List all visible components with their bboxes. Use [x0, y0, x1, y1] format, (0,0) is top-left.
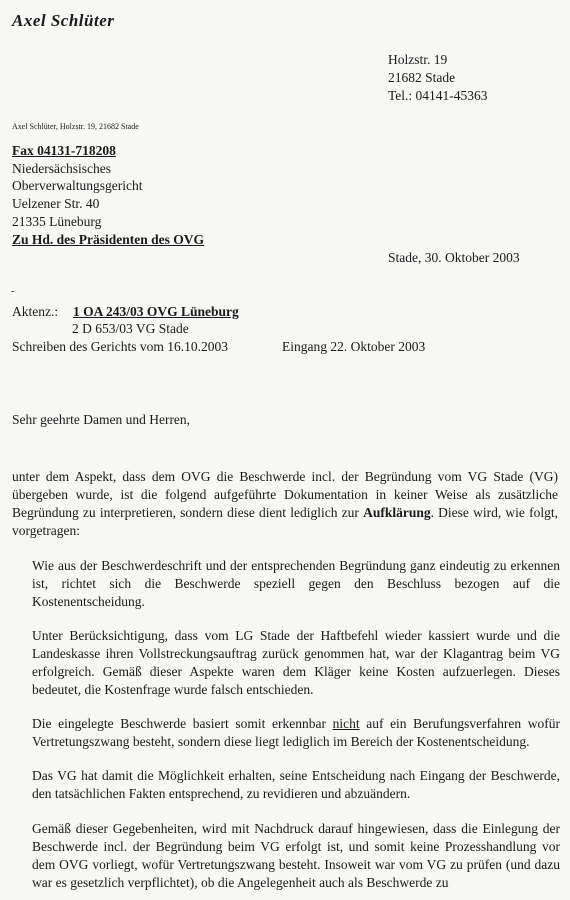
reference-received: Eingang 22. Oktober 2003: [282, 339, 426, 354]
paragraph-3-text-end: auf ein Berufungsverfahren wofür Vertretungszwang besteht, sondern diese liegt lediglich im Bereich der Kostenentscheidung.: [32, 716, 560, 749]
intro-text-end: . Diese wird, wie folgt, vorgetragen:: [12, 505, 558, 538]
intro-paragraph: [12, 468, 558, 540]
paragraph-5: Gemäß dieser Gegebenheiten, wird mit Nachdruck darauf hingewiesen, dass die Einlegung der Beschwerde incl. der Begründung beim VG erfolgt ist, und somit keine Prozesshandlung vor dem OVG vorliegt, wofür Vertretungszwang besteht. Insoweit war vom VG zu prüfen (und dazu war es gesetzlich verpflichtet), ob die Angelegenheit auch als Beschwerde zu: [32, 821, 560, 890]
paragraph-3-emphasis: nicht: [332, 716, 360, 731]
date-line: Stade, 30. Oktober 2003: [388, 250, 520, 265]
sender-street: Holzstr. 19: [388, 52, 448, 67]
paragraph-1: Wie aus der Beschwerdeschrift und der entsprechenden Begründung ganz eindeutig zu erkennen ist, richtet sich die Beschwerde speziell gegen den Beschluss bezogen auf die Kostenentscheidung.: [32, 558, 560, 609]
recipient-attention: Zu Hd. des Präsidenten des OVG: [12, 232, 205, 247]
recipient-city: 21335 Lüneburg: [12, 214, 102, 229]
intro-text: unter dem Aspekt, dass dem OVG die Beschwerde incl. der Begründung vom VG Stade (VG) übergeben wurde, ist die folgend aufgeführte Dokumentation in keiner Weise als zusätzliche Begründung zu interpretieren, sondern diese dient lediglich zur: [12, 469, 558, 520]
recipient-fax: Fax 04131-718208: [12, 143, 116, 158]
reference-secondary: 2 D 653/03 VG Stade: [72, 321, 189, 336]
reference-label: Aktenz.:: [12, 304, 59, 319]
sender-city: 21682 Stade: [388, 70, 456, 85]
paragraph-4: Das VG hat damit die Möglichkeit erhalten, seine Entscheidung nach Eingang der Beschwerde, den tatsächlichen Fakten entsprechend, zu revidieren und abzuändern.: [32, 768, 560, 801]
recipient-line1: Niedersächsisches: [12, 161, 111, 176]
sender-phone: Tel.: 04141-45363: [388, 88, 488, 103]
paragraph-2: Unter Berücksichtigung, dass vom LG Stade der Haftbefehl wieder kassiert wurde und die Landeskasse ihren Vollstreckungsauftrag zurück genommen hat, war der Klagantrag beim VG erfolgreich. Gemäß dieser Aspekte waren dem Kläger keine Kosten aufzuerlegen. Dieses bedeutet, die Kostenfrage wurde falsch entschieden.: [32, 628, 560, 697]
reference-letter-date: Schreiben des Gerichts vom 16.10.2003: [12, 339, 228, 354]
reference-primary: 1 OA 243/03 OVG Lüneburg: [73, 304, 239, 319]
paragraph-3: [32, 715, 560, 751]
sender-name: Axel Schlüter: [12, 11, 115, 30]
recipient-street: Uelzener Str. 40: [12, 196, 100, 211]
salutation: Sehr geehrte Damen und Herren,: [12, 412, 191, 427]
separator-dash: -: [11, 286, 15, 297]
paragraph-3-text: Die eingelegte Beschwerde basiert somit erkennbar: [32, 716, 333, 731]
intro-emphasis: Aufklärung: [363, 505, 431, 520]
recipient-line2: Oberverwaltungsgericht: [12, 178, 143, 193]
return-address-line: Axel Schlüter, Holzstr. 19, 21682 Stade: [12, 122, 139, 131]
